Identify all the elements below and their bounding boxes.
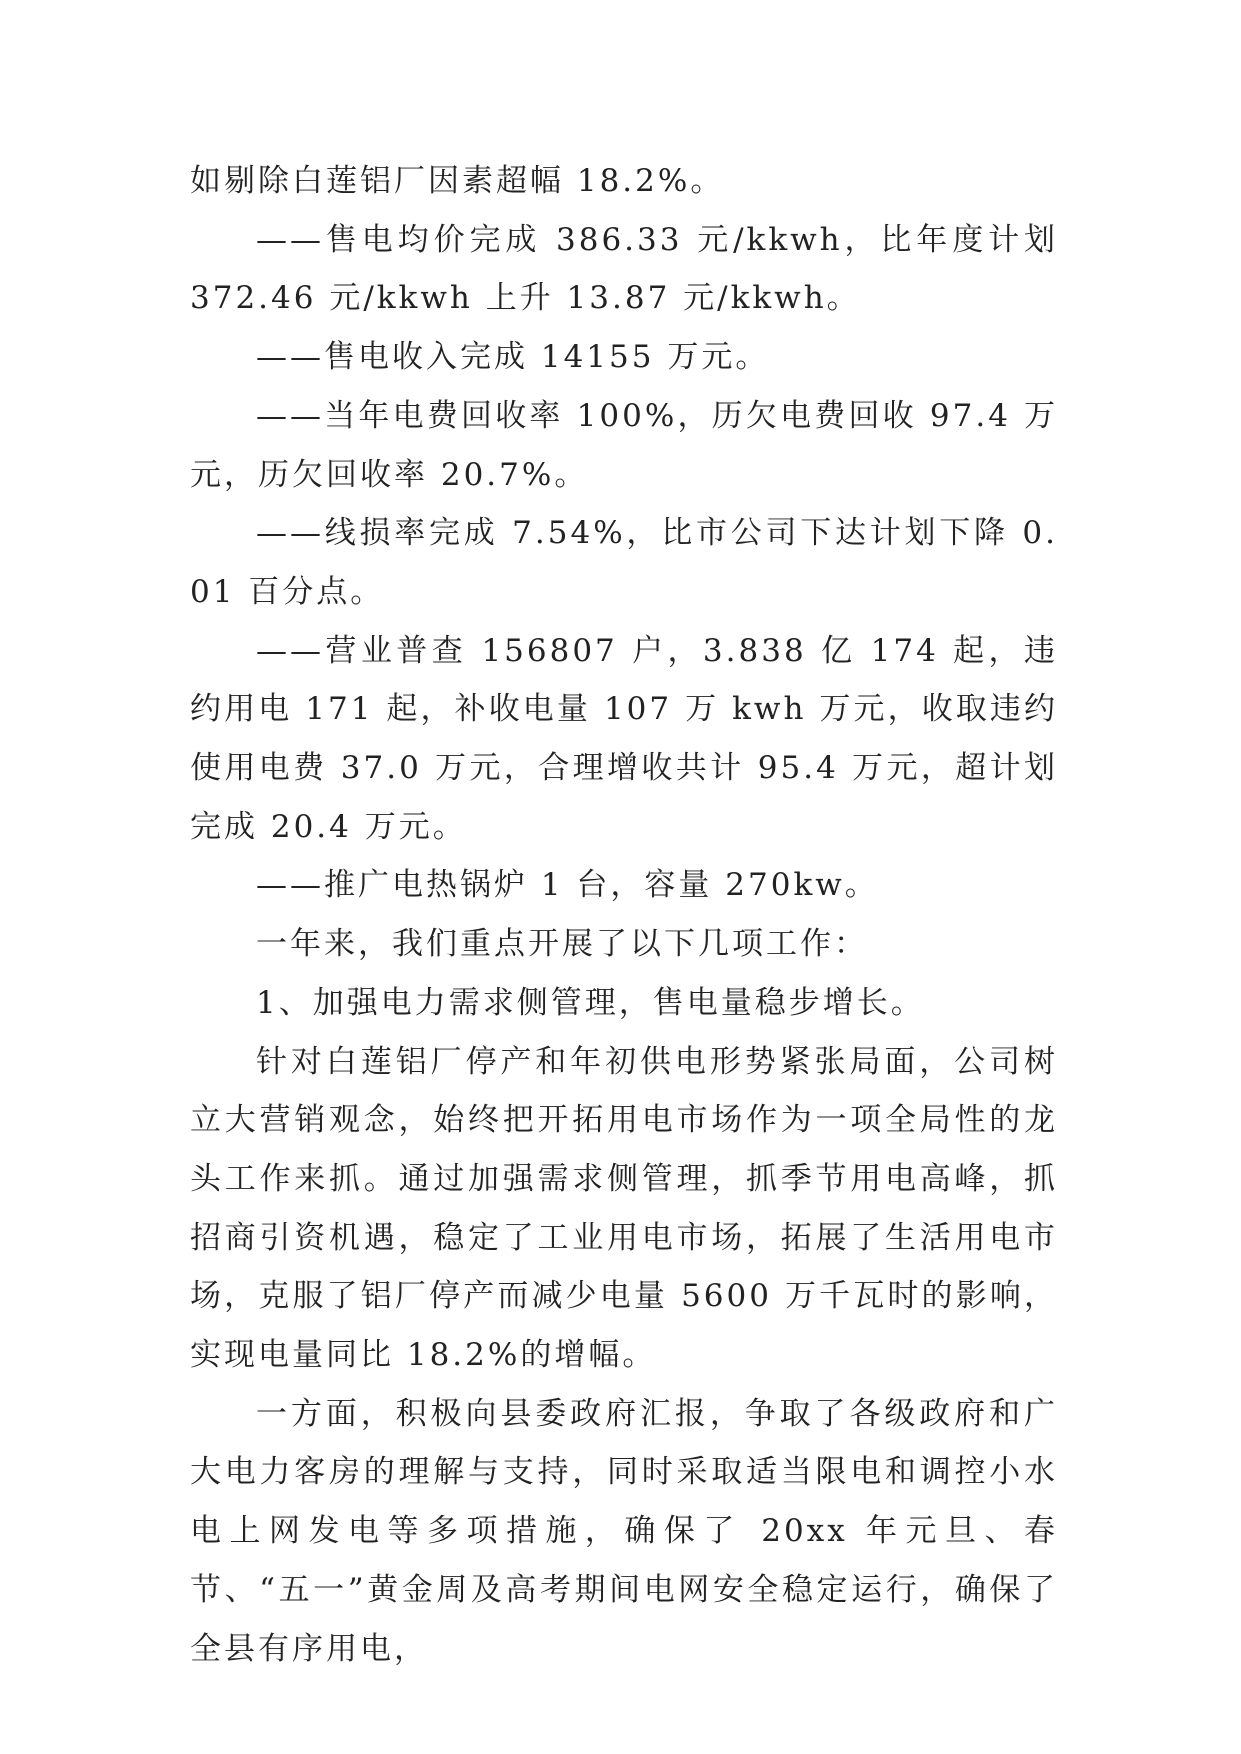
paragraph-2: ——售电均价完成 386.33 元/kkwh，比年度计划 372.46 元/kkwh 上升 13.87 元/kkwh。 xyxy=(190,221,1058,317)
paragraph-8: 一年来，我们重点开展了以下几项工作： xyxy=(256,926,868,963)
paragraph-5: ——线损率完成 7.54%，比市公司下达计划下降 0.01 百分点。 xyxy=(190,515,1058,610)
paragraph-11: 一方面，积极向县委政府汇报，争取了各级政府和广大电力客房的理解与支持，同时采取适当限电和调控小水电上网发电等多项措施，确保了 20xx 年元旦、春节、“五一”黄金周及高考期间电网安全稳定运行，确保了全县有序用电， xyxy=(190,1395,1058,1667)
paragraph-4: ——当年电费回收率 100%，历欠电费回收 97.4 万元，历欠回收率 20.7%。 xyxy=(190,397,1058,493)
paragraph-6: ——营业普查 156807 户，3.838 亿 174 起，违约用电 171 起，补收电量 107 万 kwh 万元，收取违约使用电费 37.0 万元，合理增收共计 95.4 万元，超计划完成 20.4 万元。 xyxy=(190,632,1058,845)
paragraph-10: 针对白莲铝厂停产和年初供电形势紧张局面，公司树立大营销观念，始终把开拓用电市场作为一项全局性的龙头工作来抓。通过加强需求侧管理，抓季节用电高峰，抓招商引资机遇，稳定了工业用电市场，拓展了生活用电市场，克服了铝厂停产而减少电量 5600 万千瓦时的影响，实现电量同比 18.2%的增幅。 xyxy=(190,1043,1058,1374)
paragraph-3: ——售电收入完成 14155 万元。 xyxy=(256,339,770,376)
section-heading: 1、加强电力需求侧管理，售电量稳步增长。 xyxy=(256,984,925,1021)
document-body xyxy=(190,152,1058,1678)
paragraph-1: 如剔除白莲铝厂因素超幅 18.2%。 xyxy=(190,163,725,199)
paragraph-7: ——推广电热锅炉 1 台，容量 270kw。 xyxy=(256,867,879,904)
